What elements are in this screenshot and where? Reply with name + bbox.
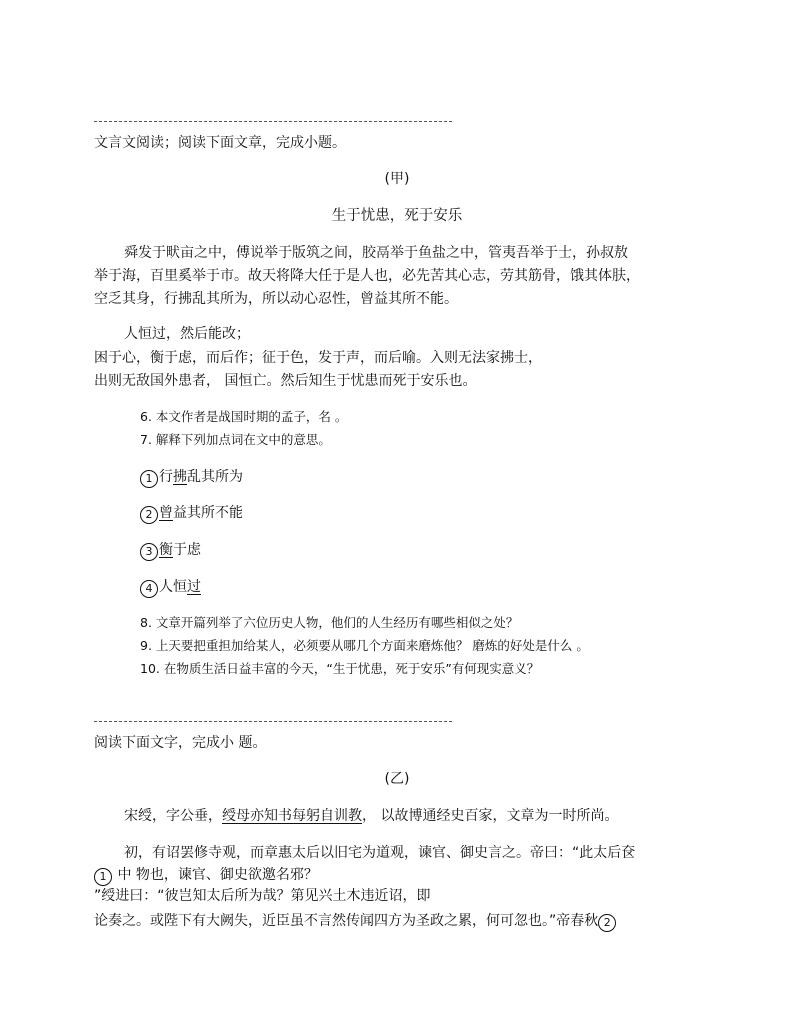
circled-number: 4: [140, 580, 158, 598]
separator-line: [94, 721, 452, 722]
dotted-term: 拂: [173, 469, 187, 485]
term-item-2: 2 曾益其所不能: [140, 504, 243, 524]
section-label-jia: (甲): [384, 171, 410, 187]
part2-para2-line4: 论奏之。或陛下有大阙失，近臣虽不言然传闻四方为圣政之累，何可忽也。”帝春秋 2: [94, 912, 617, 932]
term-item-1: 1 行拂乱其所为: [140, 468, 243, 488]
circled-number: 2: [598, 914, 616, 932]
part2-para2-line3: ”绶进曰：“彼岂知太后所为哉？第见兴土木违近诏，即: [94, 888, 431, 904]
para1-line1: 舜发于畎亩之中，傅说举于版筑之间，胶鬲举于鱼盐之中，管夷吾举于士，孙叔敖: [124, 245, 628, 261]
term-item-4: 4 人恒过: [140, 578, 201, 598]
question-10: 10. 在物质生活日益丰富的今天，“生于忧患，死于安乐”有何现实意义？: [140, 661, 540, 676]
para2-line1: 人恒过，然后能改；: [124, 326, 250, 342]
question-6: 6. 本文作者是战国时期的孟子，名 。: [140, 409, 348, 424]
para1-line2: 举于海，百里奚举于市。故天将降大任于是人也，必先苦其心志，劳其筋骨，饿其体肤，: [94, 268, 640, 284]
circled-number: 1: [140, 470, 158, 488]
circled-number: 1: [94, 868, 112, 886]
para2-line2: 困于心，衡于虑，而后作；征于色，发于声，而后喻。入则无法家拂士，: [94, 350, 542, 366]
part1-header: 文言文阅读；阅读下面文章，完成小题。: [94, 135, 346, 151]
dotted-term: 衡: [159, 542, 173, 558]
circled-number: 2: [140, 506, 158, 524]
dotted-term: 曾: [159, 505, 173, 521]
term-item-3: 3 衡于虑: [140, 541, 201, 561]
circled-number: 3: [140, 543, 158, 561]
dotted-term: 过: [187, 579, 201, 595]
part2-para2-line2: 1 中 物也，谏官、御史欲邀名邪？: [94, 866, 318, 886]
para1-line3: 空乏其身，行拂乱其所为，所以动心忍性，曾益其所不能。: [94, 291, 458, 307]
separator-line: [94, 121, 452, 122]
underlined-sentence: 绶母亦知书每躬自训教: [222, 808, 362, 824]
question-8: 8. 文章开篇列举了六位历史人物，他们的人生经历有哪些相似之处？: [140, 615, 519, 630]
para2-line3: 出则无敌国外患者， 国恒亡。然后知生于忧患而死于安乐也。: [94, 373, 477, 389]
question-9: 9. 上天要把重担加给某人，必须要从哪几个方面来磨炼他？ 磨炼的好处是什么 。: [140, 638, 589, 653]
section-label-yi: (乙): [384, 771, 410, 787]
part2-para1: 宋绶，字公垂，绶母亦知书每躬自训教， 以故博通经史百家，文章为一时所尚。: [124, 808, 619, 824]
question-7: 7. 解释下列加点词在文中的意思。: [140, 432, 331, 447]
article-title: 生于忧患，死于安乐: [331, 208, 463, 224]
part2-header: 阅读下面文字，完成小 题。: [94, 735, 267, 751]
part2-para2-line1: 初，有诏罢修寺观，而章惠太后以旧宅为道观，谏官、御史言之。帝曰：“此太后奁: [124, 845, 636, 861]
